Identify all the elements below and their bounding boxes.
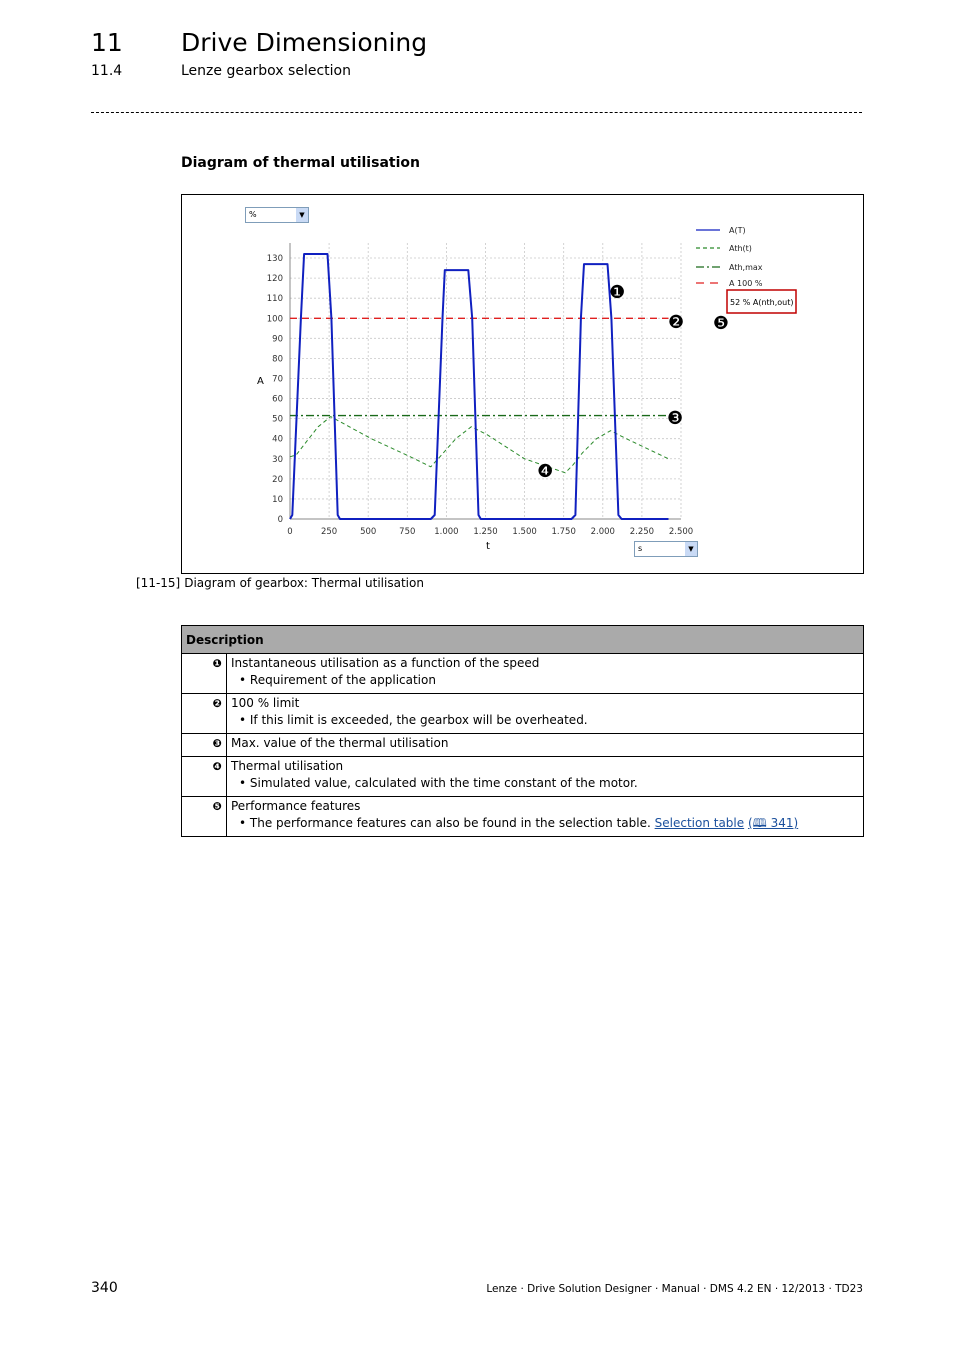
table-header-row: [182, 626, 864, 654]
marker-1: ❶: [609, 282, 626, 303]
marker-5: ❺: [713, 313, 730, 334]
table-row: [182, 654, 864, 694]
x-unit-dropdown[interactable]: [634, 541, 698, 557]
x-tick-label: 1.500: [512, 527, 537, 537]
y-tick-label: 20: [272, 474, 283, 485]
performance-box-text: 52 % A(nth,out): [730, 298, 794, 307]
row-title: Performance features: [231, 799, 361, 813]
y-tick-label: 90: [272, 334, 283, 345]
thermal-utilisation-figure: [181, 194, 864, 574]
marker-2: ❷: [668, 312, 685, 333]
y-tick-label: 10: [272, 494, 283, 505]
x-tick-label: 2.250: [629, 527, 655, 537]
x-tick-label: 1.250: [473, 527, 498, 537]
y-tick-label: 50: [272, 414, 283, 425]
y-tick-label: 30: [272, 454, 283, 465]
y-unit-dropdown[interactable]: [245, 207, 309, 223]
table-row: [182, 734, 864, 757]
table-header: Description: [182, 626, 864, 654]
y-axis-label: A: [257, 376, 264, 387]
legend-label: Ath(t): [729, 244, 752, 253]
figure-heading: Diagram of thermal utilisation: [181, 155, 420, 171]
header-divider: [91, 112, 862, 113]
y-tick-label: 70: [272, 374, 283, 385]
y-tick-label: 120: [266, 274, 283, 285]
x-tick-label: 500: [360, 527, 377, 537]
y-tick-label: 100: [266, 314, 283, 325]
x-tick-label: 1.750: [551, 527, 576, 537]
row-description: [227, 757, 864, 797]
selection-table-link[interactable]: Selection table: [654, 816, 745, 830]
row-description: [227, 797, 864, 837]
table-row: [182, 797, 864, 837]
x-tick-label: 250: [320, 527, 338, 537]
row-number: ❹: [182, 757, 227, 797]
chevron-down-icon[interactable]: ▼: [296, 208, 308, 222]
y-tick-label: 80: [272, 354, 283, 365]
y-tick-label: 60: [272, 394, 283, 405]
figure-caption: [136, 576, 424, 590]
chapter-title: Drive Dimensioning: [181, 28, 428, 57]
section-number: 11.4: [91, 63, 123, 79]
row-bullet: • Requirement of the application: [239, 673, 436, 687]
caption-id: [11-15]: [136, 576, 181, 590]
legend-label: Ath,max: [729, 263, 763, 272]
x-tick-label: 2.000: [590, 527, 615, 537]
chart-legend: [696, 226, 763, 288]
y-tick-label: 130: [266, 254, 283, 265]
x-tick-label: 0: [287, 527, 293, 537]
y-tick-label: 110: [266, 294, 283, 305]
x-tick-label: 2.500: [668, 527, 694, 537]
row-number: ❷: [182, 694, 227, 734]
row-number: ❶: [182, 654, 227, 694]
caption-text: Diagram of gearbox: Thermal utilisation: [184, 576, 424, 590]
row-bullet: [231, 815, 859, 832]
row-title: Thermal utilisation: [231, 759, 344, 773]
row-number: ❸: [182, 734, 227, 757]
y-unit-value: %: [249, 210, 257, 219]
table-row: [182, 694, 864, 734]
row-bullet: • Simulated value, calculated with the time constant of the motor.: [239, 776, 638, 790]
footer-text: Lenze · Drive Solution Designer · Manual · DMS 4.2 EN · 12/2013 · TD23: [486, 1283, 863, 1295]
y-tick-label: 40: [272, 434, 283, 445]
x-axis-label: t: [486, 541, 490, 552]
row-title: Instantaneous utilisation as a function of the speed: [231, 656, 540, 670]
marker-3: ❸: [667, 408, 684, 429]
chevron-down-icon[interactable]: ▼: [685, 542, 697, 556]
row-title: Max. value of the thermal utilisation: [231, 736, 449, 750]
legend-label: A 100 %: [729, 279, 763, 288]
page-number: 340: [91, 1280, 118, 1296]
row-description: [227, 694, 864, 734]
row-number: ❺: [182, 797, 227, 837]
row-description: [227, 654, 864, 694]
row-title: 100 % limit: [231, 696, 300, 710]
row-description: [227, 734, 864, 757]
row-bullet-text: • The performance features can also be found in the selection table.: [239, 816, 651, 830]
section-title: Lenze gearbox selection: [181, 63, 351, 79]
legend-label: A(T): [729, 226, 746, 235]
x-tick-label: 750: [399, 527, 416, 537]
x-tick-label: 1.000: [434, 527, 459, 537]
chapter-number: 11: [91, 28, 123, 57]
thermal-utilisation-chart: [182, 195, 863, 573]
series-line-ath-t: [290, 417, 669, 473]
marker-4: ❹: [537, 461, 554, 482]
row-bullet: • If this limit is exceeded, the gearbox will be overheated.: [239, 713, 588, 727]
page-reference-link[interactable]: (🕮 341): [747, 816, 799, 830]
x-unit-value: s: [638, 544, 643, 553]
chart-axes: [267, 243, 693, 537]
description-table: [181, 625, 864, 837]
table-row: [182, 757, 864, 797]
y-tick-label: 0: [277, 515, 283, 525]
